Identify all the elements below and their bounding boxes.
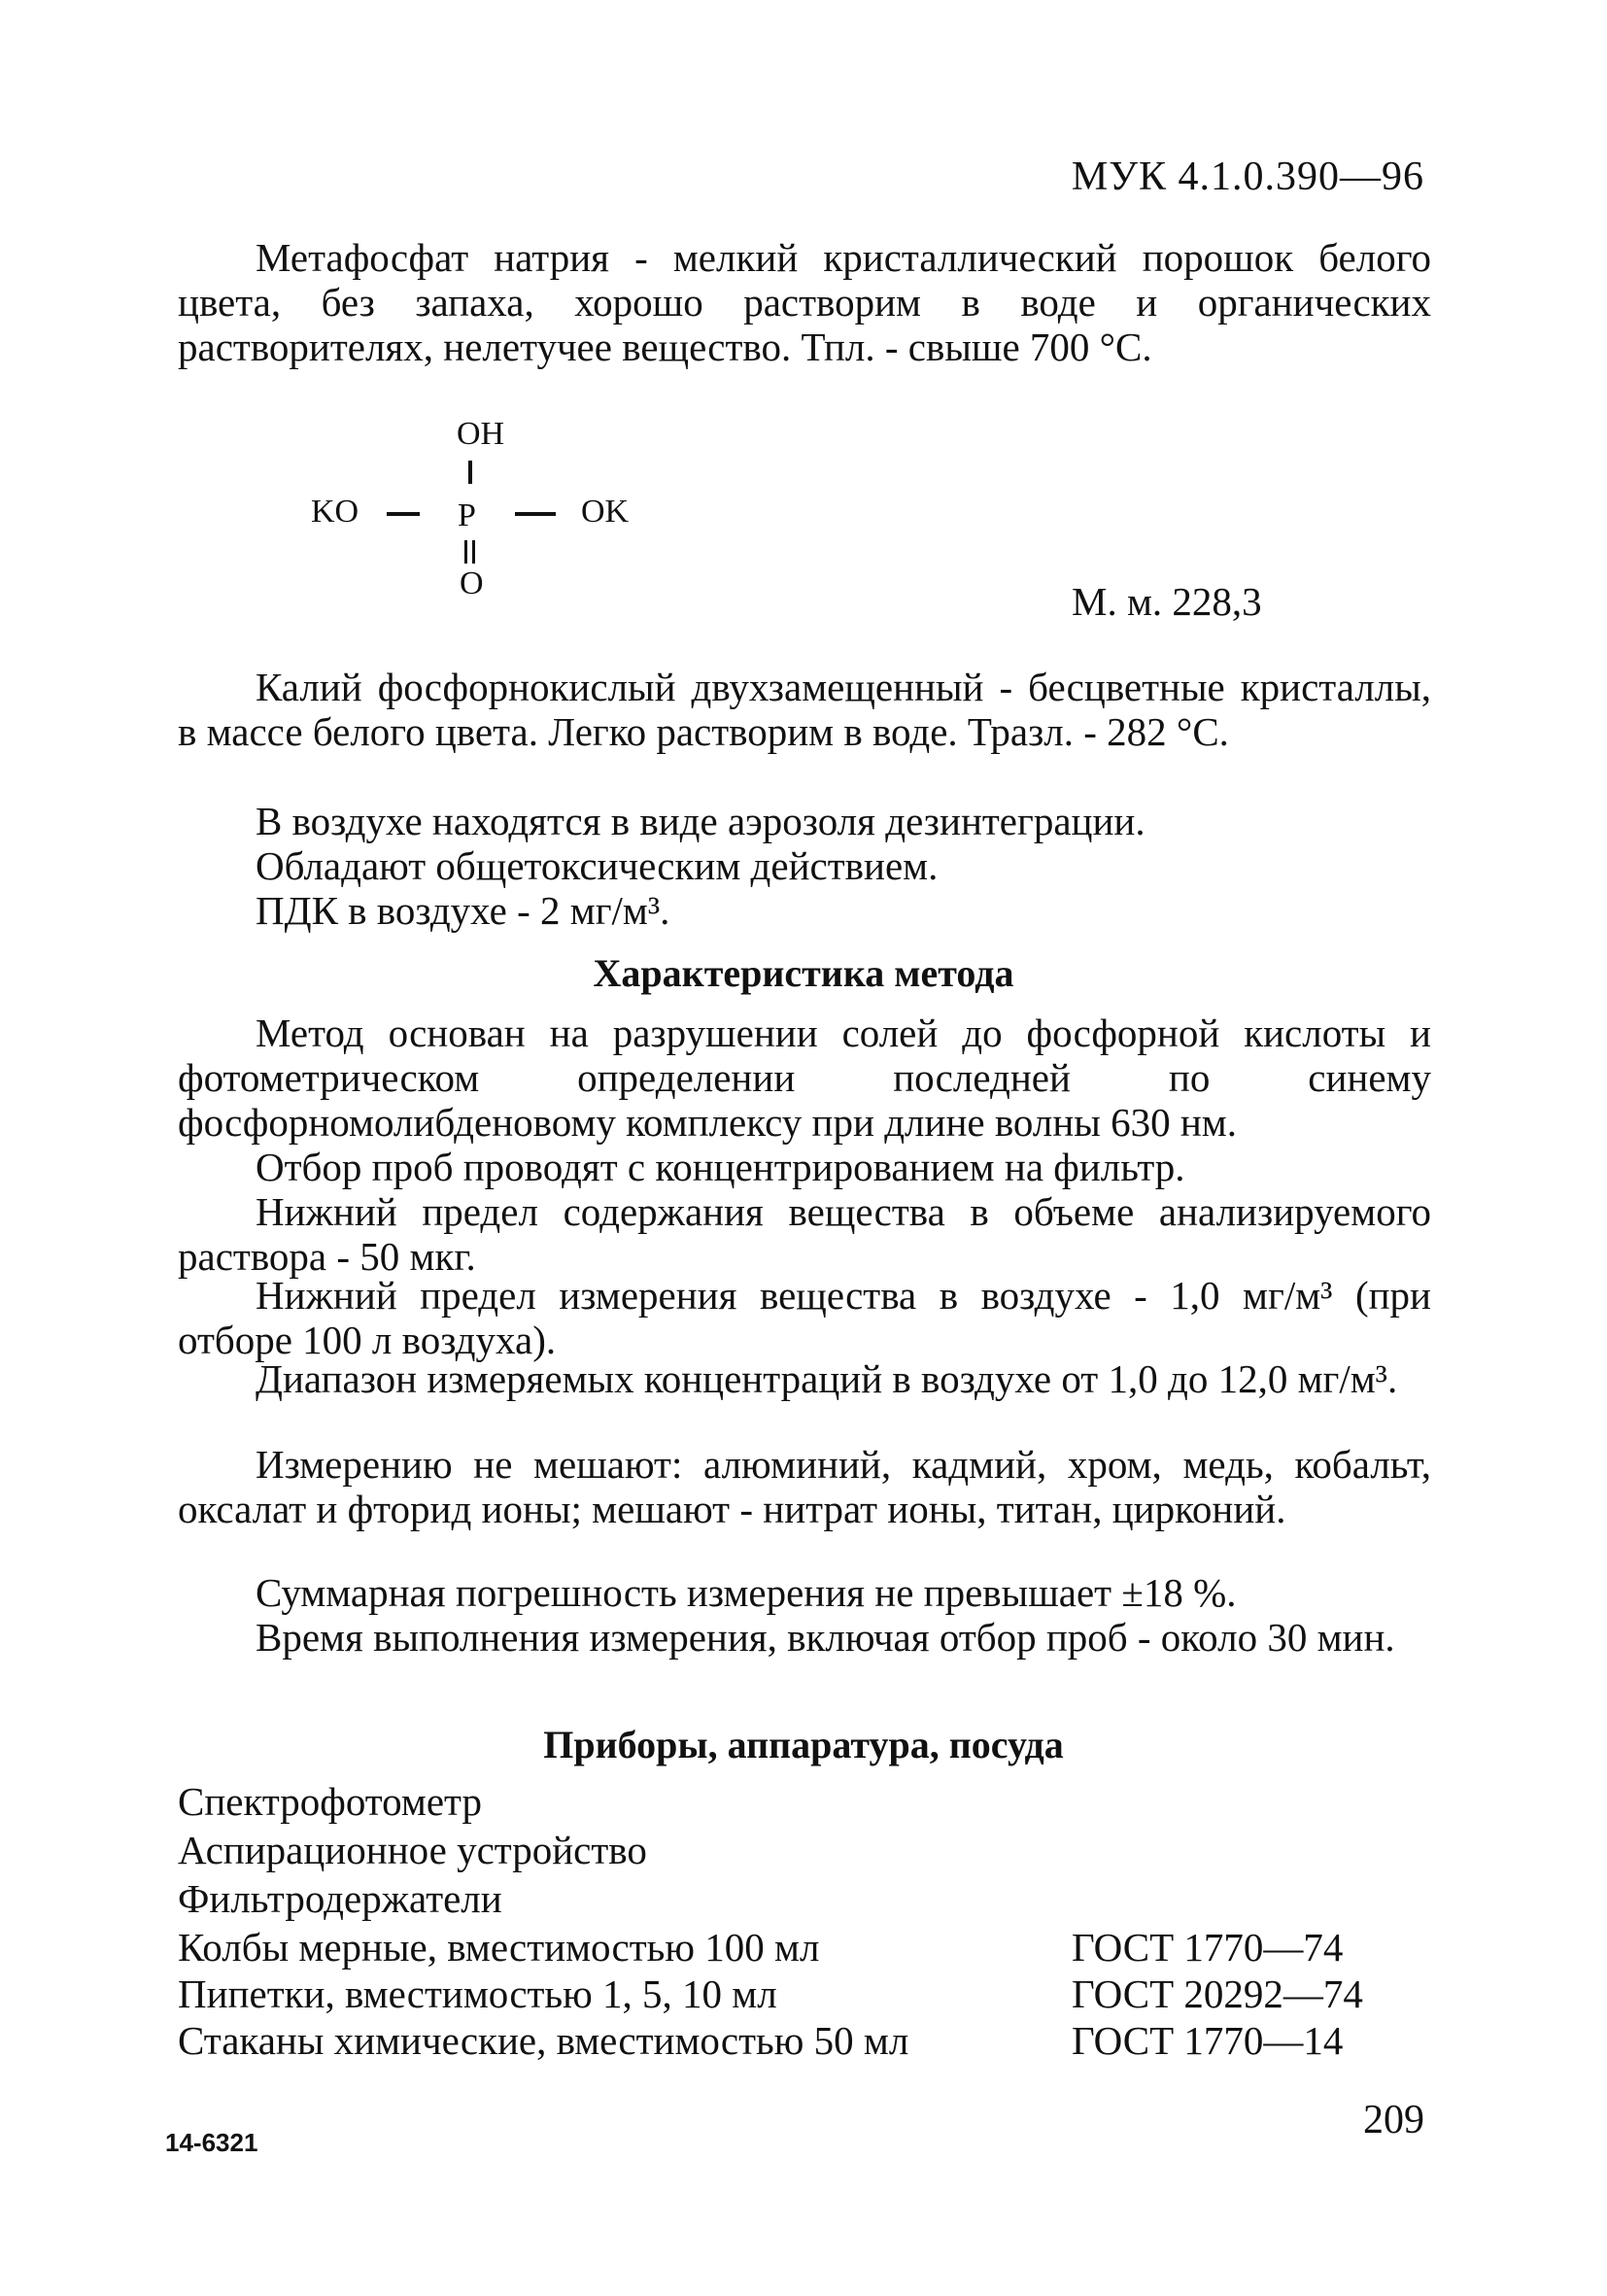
page-number: 209 [1363,2098,1424,2142]
formula-ko: KO [311,494,359,530]
equipment-standard: ГОСТ 1770—74 [1072,1925,1344,1970]
molecular-mass: М. м. 228,3 [1072,579,1262,624]
duration-note: Время выполнения измерения, включая отбор проб - около 30 мин. [256,1615,1395,1660]
equipment-item: Аспирационное устройство [178,1828,647,1872]
equipment-item: Пипетки, вместимостью 1, 5, 10 мл [178,1971,777,2016]
formula-bond-single-vertical [468,461,472,484]
mac-note: ПДК в воздухе - 2 мг/м³. [256,888,670,933]
formula-p: P [458,497,476,533]
formula-bond-double-b [472,540,475,564]
formula-o: O [460,565,484,601]
equipment-standard: ГОСТ 20292—74 [1072,1971,1363,2016]
aerosol-note: В воздухе находятся в виде аэрозоля дезинтеграции. [256,799,1145,843]
metaphosphate-description: Метафосфат натрия - мелкий кристаллический порошок белого цвета, без запаха, хорошо растворим в воде и органических растворителях, нелетучее вещество. Тпл. - свыше 700 °С. [178,235,1431,369]
interference-note: Измерению не мешают: алюминий, кадмий, хром, медь, кобальт, оксалат и фторид ионы; мешают - нитрат ионы, титан, цирконий. [178,1442,1431,1531]
formula-ok: OK [581,494,630,530]
detection-limit-air: Нижний предел измерения вещества в воздухе - 1,0 мг/м³ (при отборе 100 л воздуха). [178,1273,1431,1362]
formula-oh: OH [457,416,505,452]
equipment-item: Стаканы химические, вместимостью 50 мл [178,2018,909,2063]
method-heading: Характеристика метода [593,951,1014,995]
equipment-standard: ГОСТ 1770—14 [1072,2018,1344,2063]
print-code: 14-6321 [165,2128,258,2157]
error-note: Суммарная погрешность измерения не превышает ±18 %. [256,1570,1237,1615]
detection-limit-solution: Нижний предел содержания вещества в объеме анализируемого раствора - 50 мкг. [178,1189,1431,1279]
document-code: МУК 4.1.0.390—96 [1071,154,1424,199]
equipment-item: Колбы мерные, вместимостью 100 мл [178,1925,820,1970]
concentration-range: Диапазон измеряемых концентраций в воздухе от 1,0 до 12,0 мг/м³. [256,1356,1398,1401]
equipment-item: Спектрофотометр [178,1779,482,1824]
equipment-heading: Приборы, аппаратура, посуда [543,1723,1064,1766]
potassium-description: Калий фосфорнокислый двухзамещенный - бесцветные кристаллы, в массе белого цвета. Легко растворим в воде. Тразл. - 282 °С. [178,665,1431,754]
equipment-item: Фильтродержатели [178,1876,502,1921]
formula-bond-double-a [464,540,467,564]
toxicity-note: Обладают общетоксическим действием. [256,843,939,888]
formula-bond-right [515,512,556,516]
method-principle: Метод основан на разрушении солей до фосфорной кислоты и фотометрическом определении последней по синему фосфорномолибденовому комплексу при длине волны 630 нм. [178,1011,1431,1145]
formula-bond-left [387,512,420,516]
sampling-note: Отбор проб проводят с концентрированием на фильтр. [256,1145,1185,1189]
